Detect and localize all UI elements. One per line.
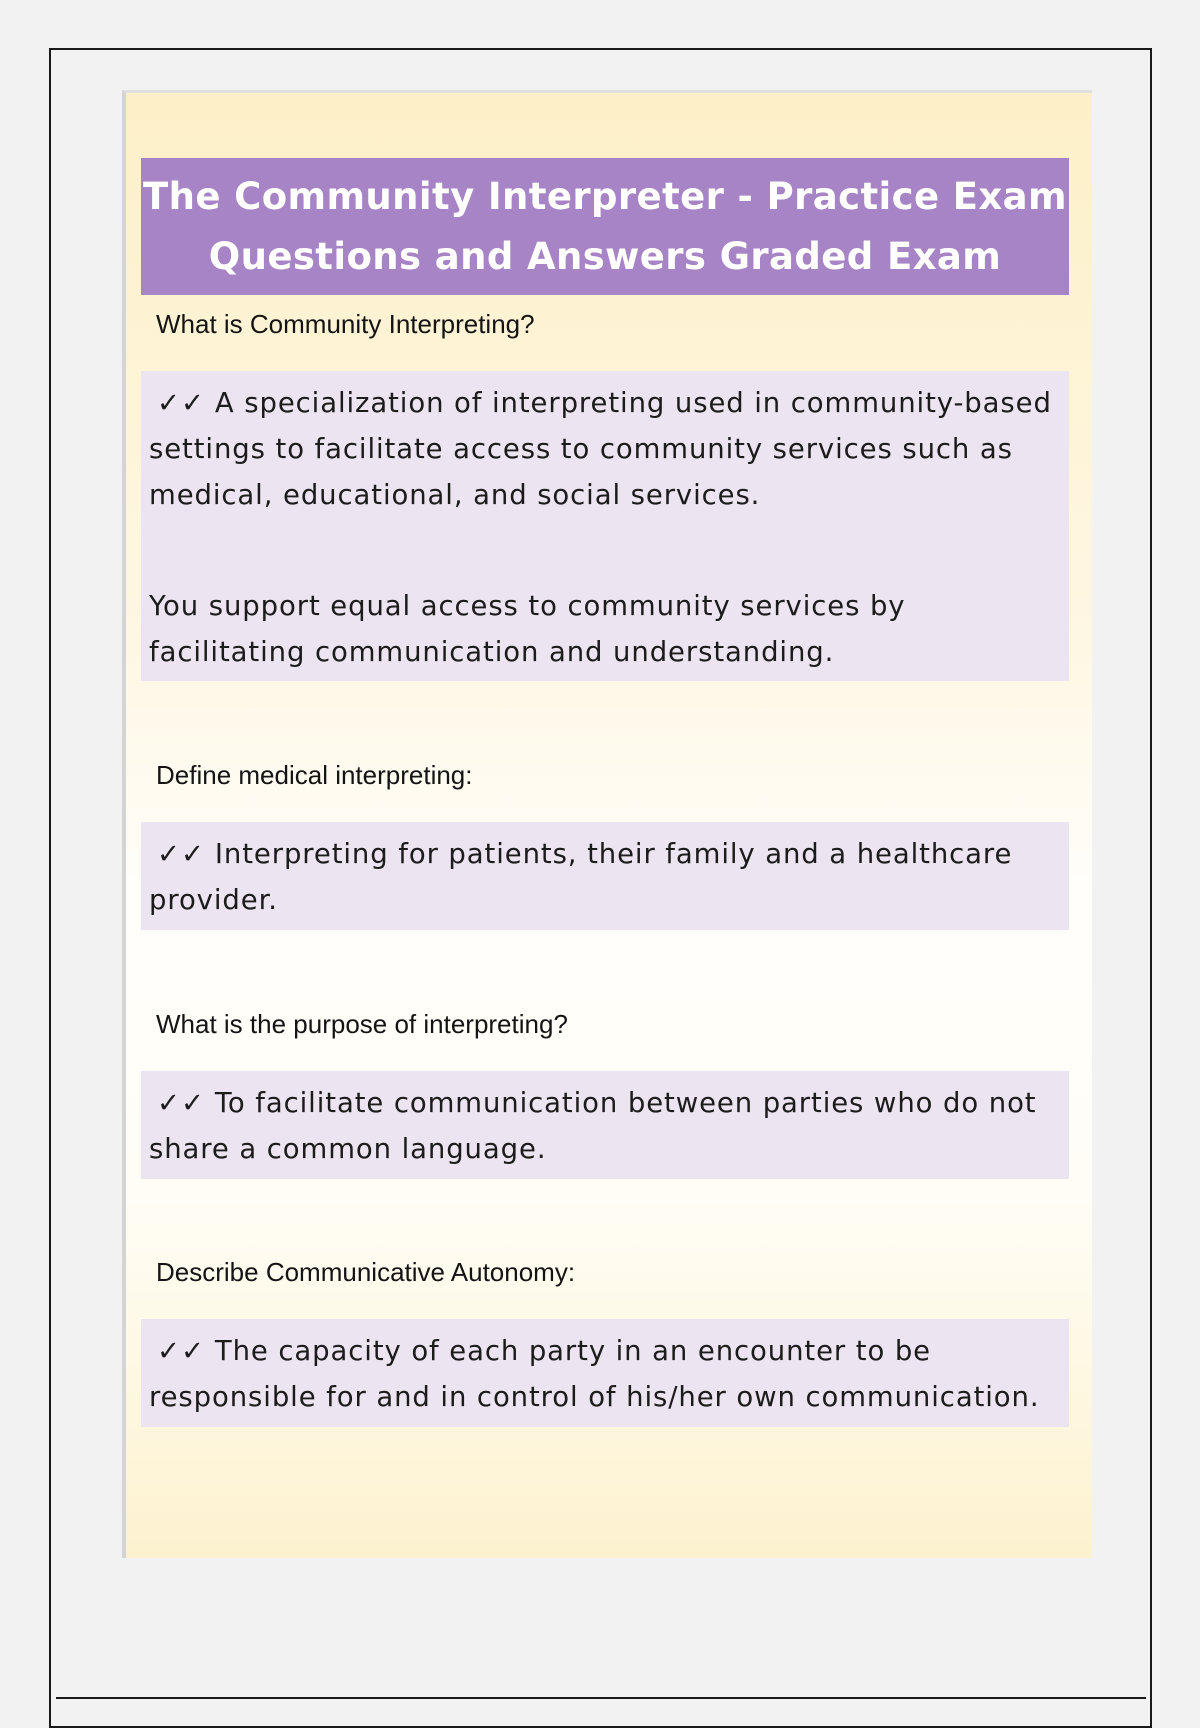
answer-3-text: To facilitate communication between parties who do not share a common language. (149, 1087, 1037, 1165)
document-page (122, 90, 1092, 1558)
double-check-icon: ✓✓ (157, 1087, 205, 1119)
title-banner (141, 158, 1069, 295)
answer-box-1 (141, 371, 1069, 681)
answer-1-paragraph (149, 380, 1061, 518)
answer-box-3 (141, 1071, 1069, 1179)
answer-4-paragraph (149, 1328, 1061, 1420)
question-3: What is the purpose of interpreting? (156, 1009, 568, 1039)
question-2: Define medical interpreting: (156, 760, 473, 790)
double-check-icon: ✓✓ (157, 387, 205, 419)
paragraph-spacer (149, 518, 1061, 583)
answer-1-text: A specialization of interpreting used in community-based settings to facilitate access to community services such as medical, educational, and social services. (149, 387, 1052, 511)
answer-2-paragraph (149, 831, 1061, 923)
double-check-icon: ✓✓ (157, 1335, 205, 1367)
answer-1-second-paragraph: You support equal access to community services by facilitating communication and understanding. (149, 590, 906, 668)
question-1: What is Community Interpreting? (156, 309, 535, 339)
answer-box-4 (141, 1319, 1069, 1427)
bottom-rule (56, 1697, 1146, 1699)
answer-box-2 (141, 822, 1069, 930)
answer-2-text: Interpreting for patients, their family and a healthcare provider. (149, 838, 1013, 916)
question-4: Describe Communicative Autonomy: (156, 1257, 576, 1287)
title-line-2: Questions and Answers Graded Exam (208, 235, 1002, 278)
answer-4-text: The capacity of each party in an encounter to be responsible for and in control of his/her own communication. (149, 1335, 1040, 1413)
answer-3-paragraph (149, 1080, 1061, 1172)
title-line-1: The Community Interpreter - Practice Exam (142, 175, 1067, 218)
double-check-icon: ✓✓ (157, 838, 205, 870)
